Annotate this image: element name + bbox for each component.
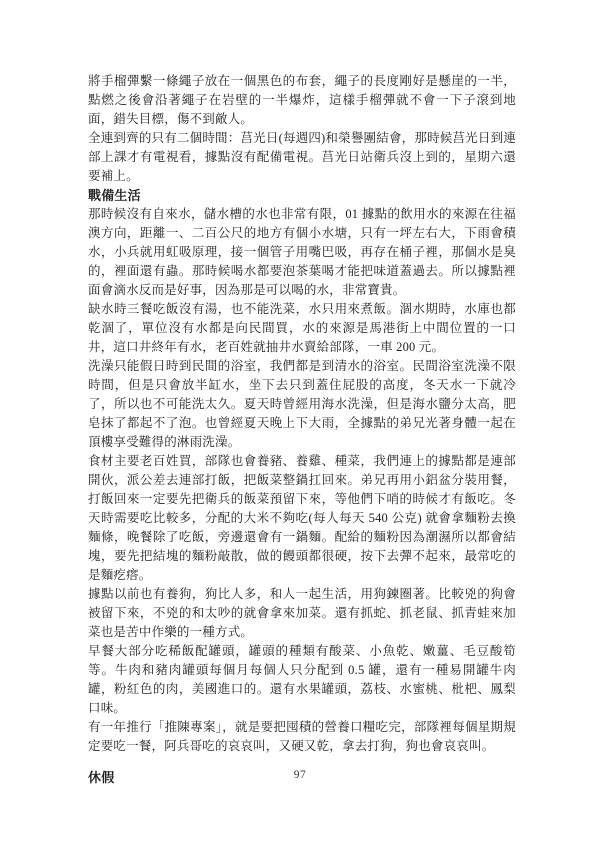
section-heading-combat-readiness-life: 戰備生活 [88,188,141,203]
body-paragraph: 食材主要老百姓買，部隊也會養豬、養雞、種菜，我們連上的據點都是連部開伙，派公差去連部打飯，把飯菜整鍋扛回來。弟兄再用小鋁盆分裝用餐，打飯回來一定要先把衛兵的飯菜預留下來，等他們下哨的時候才有飯吃。冬天時需要吃比較多，分配的大米不夠吃(每人每天 540 公克) 就會拿麵粉去換麵條，晚餐除了吃飯，旁邊還會有一鍋麵。配給的麵粉因為潮濕所以都會結塊，要先把結塊的麵粉敲散，做的饅頭都很硬，按下去彈不起來，最常吃的是麵疙瘩。 [88,454,516,582]
page-number: 97 [293,769,307,781]
body-paragraph: 洗澡只能假日時到民間的浴室，我們都是到清水的浴室。民間浴室洗澡不限時間，但是只會放半缸水，坐下去只到蓋住屁股的高度，冬天水一下就冷了，所以也不可能洗太久。夏天時曾經用海水洗澡，但是海水鹽分太高，肥皂抹了都起不了泡。也曾經夏天晚上下大雨，全據點的弟兄光著身體一起在頂樓享受難得的淋雨洗澡。 [88,359,516,449]
body-paragraph: 據點以前也有養狗，狗比人多，和人一起生活，用狗鍊圈著。比較兇的狗會被留下來，不兇的和太吵的就會拿來加菜。還有抓蛇、抓老鼠、抓青蛙來加菜也是苦中作樂的一種方式。 [88,587,516,639]
body-paragraph: 早餐大部分吃稀飯配罐頭，罐頭的種類有酸菜、小魚乾、嫩薑、毛豆酸筍等。牛肉和豬肉罐頭每個月每個人只分配到 0.5 罐，還有一種易開罐牛肉罐，粉紅色的肉，美國進口的。還有水果罐頭，荔枝、水蜜桃、枇杷、鳳梨口味。 [88,644,516,715]
body-paragraph: 將手榴彈繫一條繩子放在一個黑色的布套，繩子的長度剛好是懸崖的一半，點燃之後會沿著繩子在岩壁的一半爆炸，這樣手榴彈就不會一下子滾到地面，錯失目標，傷不到敵人。 [88,74,516,126]
section-heading-vacation: 休假 [88,770,115,785]
body-paragraph: 有一年推行「推陳專案」，就是要把囤積的營養口糧吃完，部隊裡每個星期規定要吃一餐，阿兵哥吃的哀哀叫，又硬又乾，拿去打狗，狗也會哀哀叫。 [88,720,516,753]
body-paragraph: 那時候沒有自來水，儲水槽的水也非常有限，01 據點的飲用水的來源在往福澳方向，距離一、二百公尺的地方有個小水塘，只有一坪左右大，下雨會積水，小兵就用虹吸原理，接一個管子用嘴巴吸，再存在桶子裡，那個水是臭的，裡面還有蟲。那時候喝水都要泡茶葉喝才能把味道蓋過去。所以據點裡面會滴水反而是好事，因為那是可以喝的水，非常寶貴。 [88,207,516,297]
body-paragraph: 缺水時三餐吃飯沒有湯，也不能洗菜，水只用來煮飯。涸水期時，水庫也都乾涸了，單位沒有水都是向民間買，水的來源是馬港街上中間位置的一口井，這口井終年有水，老百姓就抽井水賣給部隊，一車 200 元。 [88,302,516,354]
body-paragraph: 全連到齊的只有二個時間：莒光日(每週四)和榮譽團結會，那時候莒光日到連部上課才有電視看，據點沒有配備電視。莒光日站衛兵沒上到的，星期六還要補上。 [88,131,516,183]
body-text [88,72,516,787]
